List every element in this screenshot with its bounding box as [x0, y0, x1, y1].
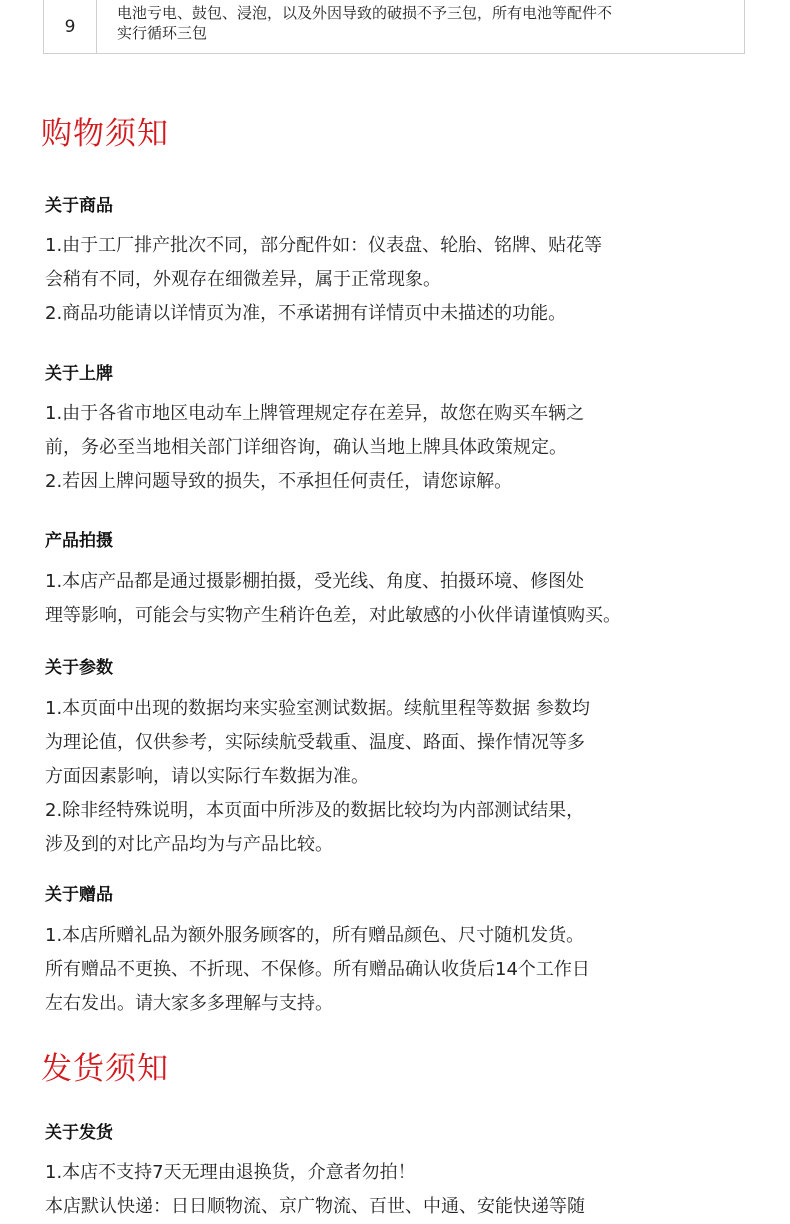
section-body-shipping: [45, 1156, 745, 1224]
section-body-specs: [45, 692, 745, 862]
body-line: 为理论值，仅供参考，实际续航受载重、温度、路面、操作情况等多: [45, 732, 585, 753]
section-heading-shipping: 关于发货: [45, 1123, 113, 1143]
body-line: 1.由于工厂排产批次不同，部分配件如：仪表盘、轮胎、铭牌、贴花等: [45, 235, 603, 256]
row-text-line: 电池亏电、鼓包、浸泡，以及外因导致的破损不予三包，所有电池等配件不: [117, 4, 613, 22]
section-heading-photography: 产品拍摄: [45, 531, 113, 551]
body-line: 2.若因上牌问题导致的损失，不承担任何责任，请您谅解。: [45, 471, 513, 492]
body-line: 涉及到的对比产品均为与产品比较。: [45, 834, 333, 855]
body-line: 1.本店不支持7天无理由退换货，介意者勿拍！: [45, 1162, 416, 1183]
section-heading-specs: 关于参数: [45, 658, 113, 678]
body-line: 理等影响，可能会与实物产生稍许色差，对此敏感的小伙伴请谨慎购买。: [45, 605, 621, 626]
section-heading-product: 关于商品: [45, 196, 113, 216]
body-line: 前，务必至当地相关部门详细咨询，确认当地上牌具体政策规定。: [45, 437, 567, 458]
section-body-photography: [45, 565, 745, 633]
section-body-gifts: [45, 919, 745, 1021]
body-line: 所有赠品不更换、不折现、不保修。所有赠品确认收货后14个工作日: [45, 959, 590, 980]
body-line: 1.由于各省市地区电动车上牌管理规定存在差异，故您在购买车辆之: [45, 403, 585, 424]
body-line: 1.本页面中出现的数据均来实验室测试数据。续航里程等数据 参数均: [45, 698, 590, 719]
shopping-notice-title: 购物须知: [41, 116, 169, 152]
body-line: 2.商品功能请以详情页为准，不承诺拥有详情页中未描述的功能。: [45, 303, 567, 324]
section-body-product: [45, 229, 745, 331]
section-body-license: [45, 397, 745, 499]
section-heading-gifts: 关于赠品: [45, 885, 113, 905]
row-text-line: 实行循环三包: [117, 24, 208, 42]
policy-table-row: [43, 0, 745, 54]
body-line: 会稍有不同，外观存在细微差异，属于正常现象。: [45, 269, 441, 290]
body-line: 1.本店所赠礼品为额外服务顾客的，所有赠品颜色、尺寸随机发货。: [45, 925, 585, 946]
body-line: 本店默认快递：日日顺物流、京广物流、百世、中通、安能快递等随: [45, 1196, 585, 1217]
delivery-notice-title: 发货须知: [41, 1051, 169, 1087]
body-line: 方面因素影响，请以实际行车数据为准。: [45, 766, 369, 787]
body-line: 2.除非经特殊说明，本页面中所涉及的数据比较均为内部测试结果，: [45, 800, 585, 821]
body-line: 1.本店产品都是通过摄影棚拍摄，受光线、角度、拍摄环境、修图处: [45, 571, 585, 592]
row-number: 9: [44, 0, 97, 53]
body-line: 左右发出。请大家多多理解与支持。: [45, 993, 333, 1014]
section-heading-license: 关于上牌: [45, 364, 113, 384]
row-text: [97, 0, 744, 53]
